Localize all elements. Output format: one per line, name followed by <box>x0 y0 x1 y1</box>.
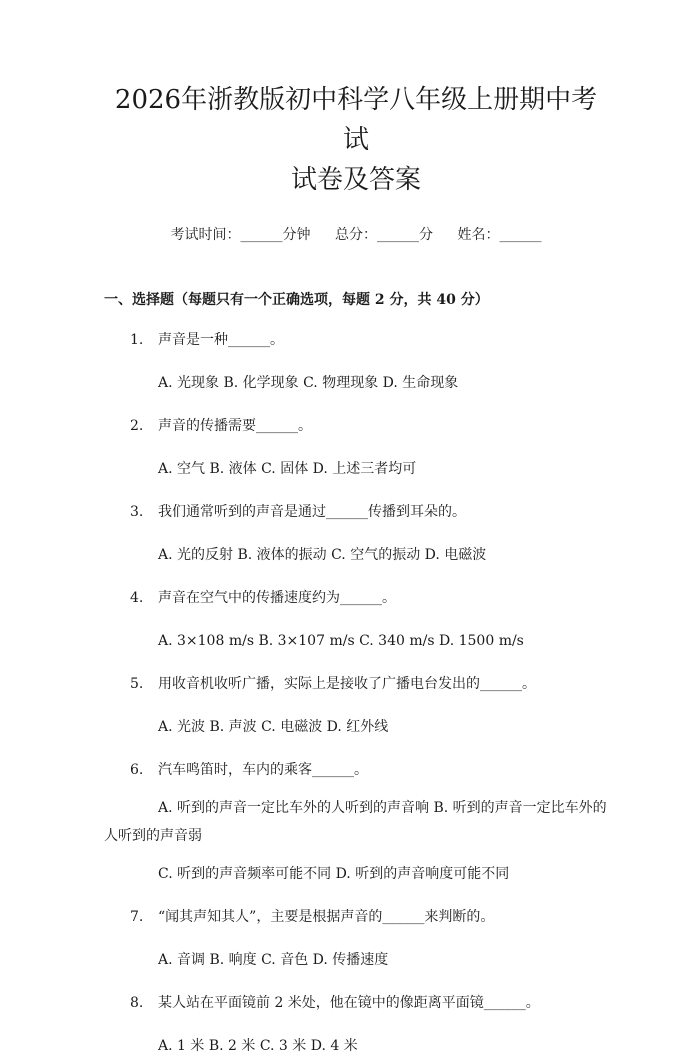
question-1 <box>104 330 608 350</box>
question-stem: 汽车鸣笛时，车内的乘客______。 <box>158 762 368 778</box>
question-options: A. 光波 B. 声波 C. 电磁波 D. 红外线 <box>158 719 389 735</box>
question-options: A. 光的反射 B. 液体的振动 C. 空气的振动 D. 电磁波 <box>158 547 487 563</box>
exam-meta <box>104 224 608 244</box>
student-name: 姓名：______ <box>457 227 542 243</box>
question-6 <box>104 760 608 780</box>
question-options: A. 音调 B. 响度 C. 音色 D. 传播速度 <box>158 952 389 968</box>
question-number: 7. <box>130 909 144 925</box>
question-number: 4. <box>130 590 144 606</box>
total-score: 总分：______分 <box>335 227 433 243</box>
question-number: 8. <box>130 995 144 1011</box>
question-number: 1. <box>130 332 144 348</box>
exam-title <box>104 0 608 200</box>
question-stem: “闻其声知其人”，主要是根据声音的______来判断的。 <box>158 909 495 925</box>
question-4 <box>104 588 608 608</box>
question-number: 5. <box>130 676 144 692</box>
question-8 <box>104 993 608 1013</box>
question-number: 6. <box>130 762 144 778</box>
question-options: A. 空气 B. 液体 C. 固体 D. 上述三者均可 <box>158 461 417 477</box>
question-7 <box>104 907 608 927</box>
question-stem: 声音在空气中的传播速度约为______。 <box>158 590 396 606</box>
question-stem: 我们通常听到的声音是通过______传播到耳朵的。 <box>158 504 466 520</box>
question-stem: 声音是一种______。 <box>158 332 284 348</box>
question-options: A. 听到的声音一定比车外的人听到的声音响 B. 听到的声音一定比车外的人听到的声音弱 <box>104 800 607 844</box>
section-heading: 一、选择题（每题只有一个正确选项，每题 2 分，共 40 分） <box>104 292 489 308</box>
question-stem: 用收音机收听广播，实际上是接收了广播电台发出的______。 <box>158 676 536 692</box>
title-line-2: 试卷及答案 <box>290 165 421 195</box>
title-line-1: 2026年浙教版初中科学八年级上册期中考试 <box>114 85 598 155</box>
question-3 <box>104 502 608 522</box>
question-options: A. 3×108 m/s B. 3×107 m/s C. 340 m/s D. 1500 m/s <box>158 633 524 649</box>
question-2 <box>104 416 608 436</box>
question-stem: 声音的传播需要______。 <box>158 418 312 434</box>
exam-time: 考试时间：______分钟 <box>170 227 311 243</box>
question-number: 2. <box>130 418 144 434</box>
question-stem: 某人站在平面镜前 2 米处，他在镜中的像距离平面镜______。 <box>158 995 540 1011</box>
question-options-continued: C. 听到的声音频率可能不同 D. 听到的声音响度可能不同 <box>158 866 510 882</box>
question-number: 3. <box>130 504 144 520</box>
question-options: A. 光现象 B. 化学现象 C. 物理现象 D. 生命现象 <box>158 375 459 391</box>
question-options: A. 1 米 B. 2 米 C. 3 米 D. 4 米 <box>158 1038 358 1054</box>
question-5 <box>104 674 608 694</box>
